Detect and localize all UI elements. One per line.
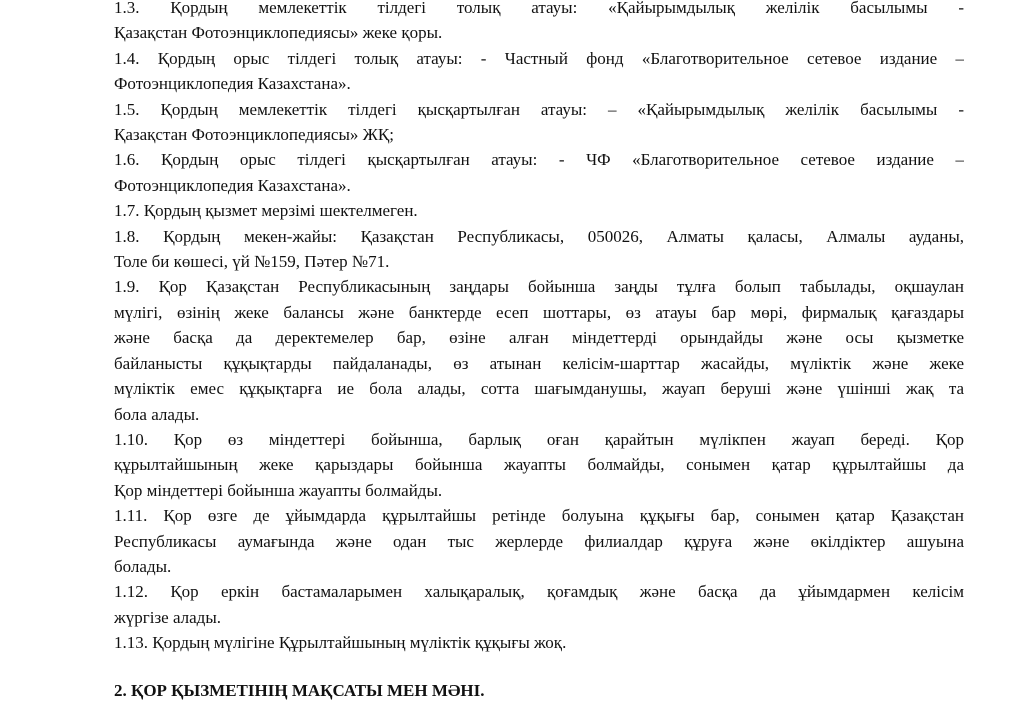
paragraph-1-8	[114, 224, 964, 275]
text-line: байланысты құқықтарды пайдаланады, өз атынан келісім-шарттар жасайды, мүліктік және жеке	[114, 353, 964, 373]
text-line: 1.12. Қор еркін бастамаларымен халықаралық, қоғамдық және басқа да ұйымдармен келісім	[114, 582, 964, 602]
text-line: Қор міндеттері бойынша жауапты болмайды.	[114, 480, 443, 500]
text-line: мүліктік емес құқықтарға ие бола алады, сотта шағымданушы, жауап беруші және үшінші жақ та	[114, 379, 964, 399]
text-line: Толе би көшесі, үй №159, Пәтер №71.	[114, 252, 390, 272]
text-line: жүргізе алады.	[114, 607, 221, 627]
text-line: құрылтайшының жеке қарыздары бойынша жауапты болмайды, сонымен қатар құрылтайшы да	[114, 455, 964, 475]
text-line: 1.10. Қор өз міндеттері бойынша, барлық оған қарайтын мүлікпен жауап береді. Қор	[114, 429, 964, 449]
text-line: 1.9. Қор Қазақстан Республикасының заңдары бойынша заңды тұлға болып табылады, оқшаулан	[114, 277, 964, 297]
text-line: 1.13. Қордың мүлігіне Құрылтайшының мүліктік құқығы жоқ.	[114, 633, 567, 653]
paragraph-1-4	[114, 46, 964, 97]
text-line: 1.7. Қордың қызмет мерзімі шектелмеген.	[114, 201, 418, 221]
text-line: 1.5. Қордың мемлекеттік тілдегі қысқартылған атауы: – «Қайырымдылық желілік басылымы -	[114, 99, 964, 119]
text-line: бола алады.	[114, 404, 200, 424]
paragraph-1-11	[114, 503, 964, 579]
paragraph-1-10	[114, 427, 964, 503]
paragraph-1-3	[114, 0, 964, 46]
document-body	[114, 0, 964, 656]
paragraph-1-6	[114, 147, 964, 198]
text-line: Республикасы аумағында және одан тыс жерлерде филиалдар құруға және өкілдіктер ашуына	[114, 531, 964, 551]
paragraph-1-13	[114, 630, 964, 655]
text-line: 1.4. Қордың орыс тілдегі толық атауы: - Частный фонд «Благотворительное сетевое издание –	[114, 48, 964, 68]
paragraph-1-9	[114, 274, 964, 426]
section-heading: 2. ҚОР ҚЫЗМЕТІНІҢ МАҚСАТЫ МЕН МӘНІ.	[114, 681, 485, 700]
text-line: 1.11. Қор өзге де ұйымдарда құрылтайшы ретінде болуына құқығы бар, сонымен қатар Қазақстан	[114, 506, 964, 526]
text-line: Қазақстан Фотоэнциклопедиясы» жеке қоры.	[114, 23, 443, 43]
text-line: Фотоэнциклопедия Казахстана».	[114, 175, 351, 195]
text-line: Қазақстан Фотоэнциклопедиясы» ЖҚ;	[114, 125, 394, 145]
text-line: 1.3. Қордың мемлекеттік тілдегі толық атауы: «Қайырымдылық желілік басылымы -	[114, 0, 964, 17]
text-line: Фотоэнциклопедия Казахстана».	[114, 74, 351, 94]
text-line: және басқа да деректемелер бар, өзіне алған міндеттерді орындайды және осы қызметке	[114, 328, 964, 348]
text-line: 1.8. Қордың мекен-жайы: Қазақстан Республикасы, 050026, Алматы қаласы, Алмалы ауданы,	[114, 226, 964, 246]
text-line: болады.	[114, 556, 172, 576]
paragraph-1-12	[114, 579, 964, 630]
paragraph-1-7	[114, 198, 964, 223]
text-line: мүлігі, өзінің жеке балансы және банктерде есеп шоттары, өз атауы бар мөрі, фирмалық қағаздары	[114, 302, 964, 322]
paragraph-1-5	[114, 97, 964, 148]
text-line: 1.6. Қордың орыс тілдегі қысқартылған атауы: - ЧФ «Благотворительное сетевое издание –	[114, 150, 964, 170]
